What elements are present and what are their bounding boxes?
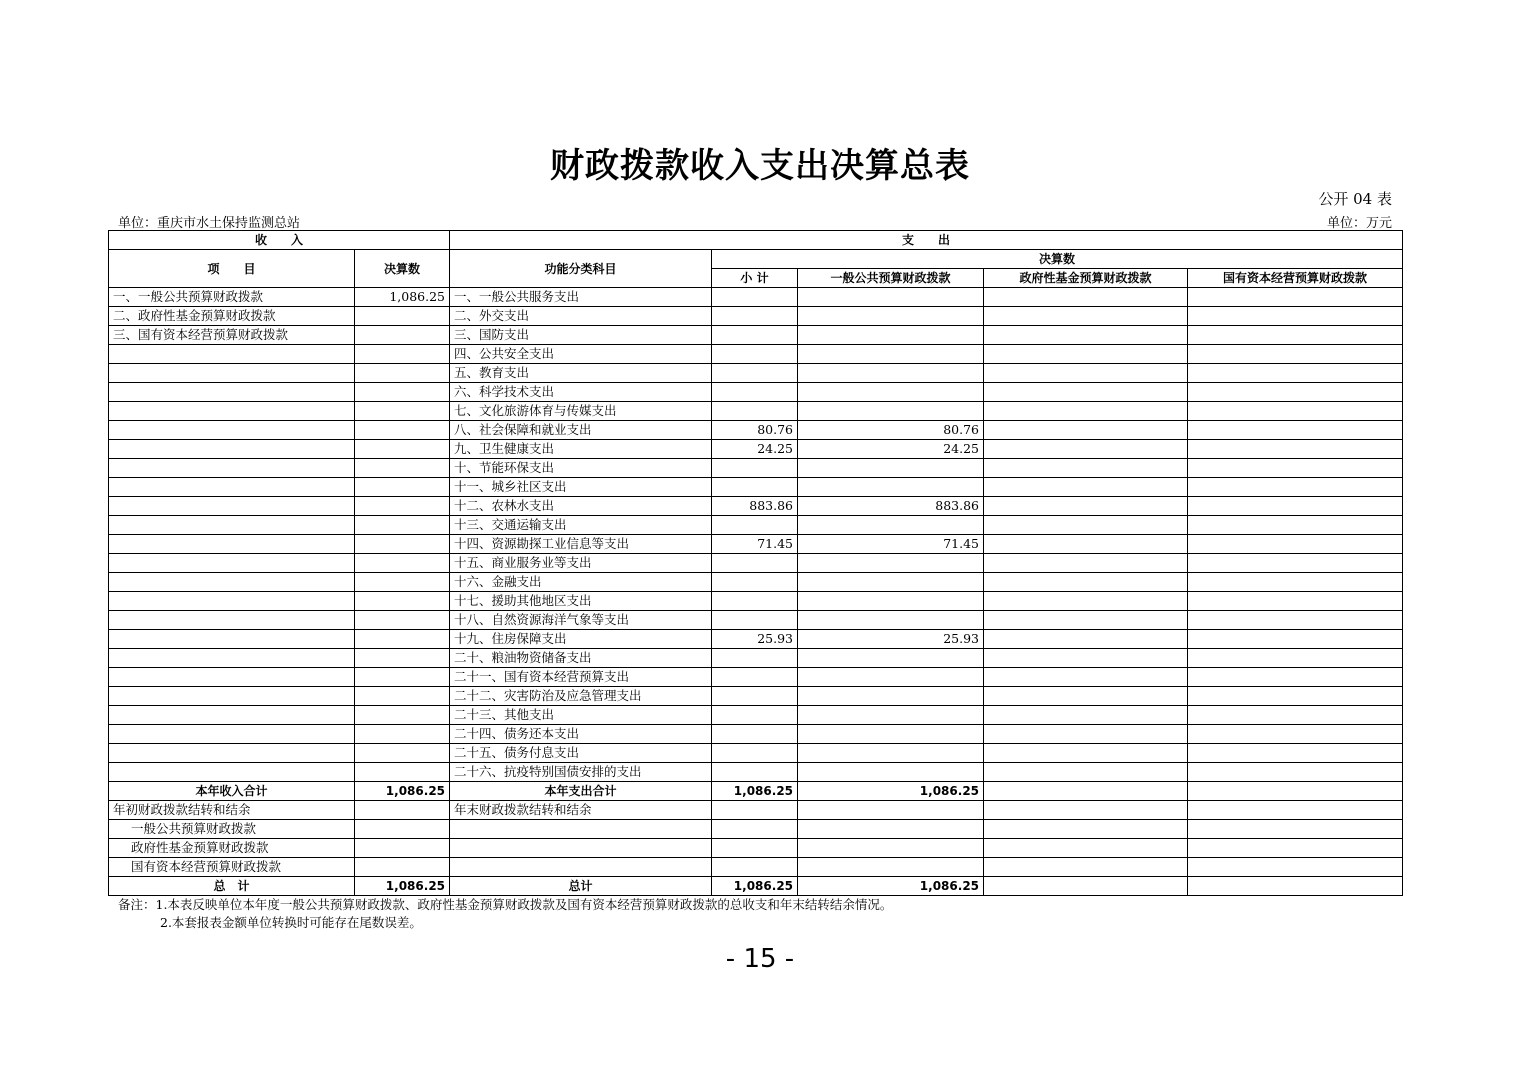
carry-sub-row xyxy=(109,839,1403,858)
expense-item: 二十五、债务付息支出 xyxy=(450,744,712,763)
expense-subtotal: 883.86 xyxy=(712,497,798,516)
expense-subtotal xyxy=(712,649,798,668)
income-item xyxy=(109,459,355,478)
expense-gov-fund xyxy=(984,611,1188,630)
income-amount xyxy=(355,326,450,345)
carry-income-amount xyxy=(355,801,450,820)
reporting-unit: 单位：重庆市水土保持监测总站 xyxy=(118,216,301,231)
expense-item: 二十二、灾害防治及应急管理支出 xyxy=(450,687,712,706)
income-item: 二、政府性基金预算财政拨款 xyxy=(109,307,355,326)
expense-state-capital xyxy=(1188,706,1403,725)
grand-expense-state-capital xyxy=(1188,877,1403,896)
header-row-1 xyxy=(109,231,1403,250)
amount-header: 决算数 xyxy=(355,250,450,288)
income-item xyxy=(109,402,355,421)
expense-gov-fund xyxy=(984,649,1188,668)
expense-item: 十三、交通运输支出 xyxy=(450,516,712,535)
table-row xyxy=(109,668,1403,687)
expense-gov-fund xyxy=(984,421,1188,440)
expense-item: 二十一、国有资本经营预算支出 xyxy=(450,668,712,687)
expense-state-capital xyxy=(1188,687,1403,706)
expense-general xyxy=(798,307,984,326)
expense-general: 80.76 xyxy=(798,421,984,440)
income-amount xyxy=(355,478,450,497)
item-header: 项 目 xyxy=(109,250,355,288)
final-amount-header: 决算数 xyxy=(712,250,1403,269)
header-row-2 xyxy=(109,250,1403,269)
expense-state-capital xyxy=(1188,288,1403,307)
income-header: 收 入 xyxy=(109,231,450,250)
income-amount xyxy=(355,307,450,326)
currency-unit: 单位：万元 xyxy=(1326,216,1392,231)
expense-general xyxy=(798,364,984,383)
expense-item: 十八、自然资源海洋气象等支出 xyxy=(450,611,712,630)
year-expense-subtotal: 1,086.25 xyxy=(712,782,798,801)
expense-state-capital xyxy=(1188,440,1403,459)
table-row xyxy=(109,402,1403,421)
expense-subtotal xyxy=(712,383,798,402)
subtotal-header: 小 计 xyxy=(712,269,798,288)
expense-state-capital xyxy=(1188,592,1403,611)
income-item xyxy=(109,383,355,402)
expense-state-capital xyxy=(1188,402,1403,421)
table-row xyxy=(109,440,1403,459)
expense-gov-fund xyxy=(984,687,1188,706)
income-item xyxy=(109,535,355,554)
year-income-total-label: 本年收入合计 xyxy=(109,782,355,801)
carry-expense-label: 年末财政拨款结转和结余 xyxy=(450,801,712,820)
income-amount xyxy=(355,345,450,364)
expense-gov-fund xyxy=(984,630,1188,649)
expense-item: 二十三、其他支出 xyxy=(450,706,712,725)
expense-gov-fund xyxy=(984,763,1188,782)
expense-subtotal xyxy=(712,668,798,687)
expense-subtotal: 71.45 xyxy=(712,535,798,554)
carry-row xyxy=(109,801,1403,820)
income-item xyxy=(109,630,355,649)
expense-general xyxy=(798,649,984,668)
income-item xyxy=(109,763,355,782)
expense-gov-fund xyxy=(984,668,1188,687)
func-class-header: 功能分类科目 xyxy=(450,250,712,288)
income-amount xyxy=(355,459,450,478)
expense-state-capital xyxy=(1188,649,1403,668)
grand-expense-gov-fund xyxy=(984,877,1188,896)
year-expense-general: 1,086.25 xyxy=(798,782,984,801)
income-item xyxy=(109,573,355,592)
expense-subtotal xyxy=(712,592,798,611)
table-row xyxy=(109,630,1403,649)
expense-subtotal xyxy=(712,611,798,630)
expense-gov-fund xyxy=(984,440,1188,459)
notes xyxy=(118,896,892,932)
expense-subtotal xyxy=(712,554,798,573)
general-budget-header: 一般公共预算财政拨款 xyxy=(798,269,984,288)
income-item xyxy=(109,611,355,630)
table-row xyxy=(109,649,1403,668)
year-total-row xyxy=(109,782,1403,801)
income-amount xyxy=(355,402,450,421)
expense-general xyxy=(798,383,984,402)
grand-expense-general: 1,086.25 xyxy=(798,877,984,896)
expense-state-capital xyxy=(1188,763,1403,782)
income-item xyxy=(109,668,355,687)
expense-state-capital xyxy=(1188,478,1403,497)
expense-subtotal xyxy=(712,364,798,383)
expense-state-capital xyxy=(1188,383,1403,402)
carry-sub-general: 一般公共预算财政拨款 xyxy=(109,820,355,839)
carry-sub-state-capital: 国有资本经营预算财政拨款 xyxy=(109,858,355,877)
income-amount xyxy=(355,516,450,535)
expense-item: 九、卫生健康支出 xyxy=(450,440,712,459)
income-amount xyxy=(355,611,450,630)
note-line-2: 2.本套报表金额单位转换时可能存在尾数误差。 xyxy=(160,915,422,930)
income-item xyxy=(109,744,355,763)
expense-gov-fund xyxy=(984,516,1188,535)
expense-subtotal xyxy=(712,687,798,706)
table-row xyxy=(109,364,1403,383)
income-item xyxy=(109,364,355,383)
grand-income-label: 总 计 xyxy=(109,877,355,896)
income-item xyxy=(109,345,355,364)
table-row xyxy=(109,478,1403,497)
expense-subtotal xyxy=(712,478,798,497)
table-row xyxy=(109,535,1403,554)
table-row xyxy=(109,554,1403,573)
expense-state-capital xyxy=(1188,668,1403,687)
income-item xyxy=(109,592,355,611)
expense-gov-fund xyxy=(984,383,1188,402)
table-row xyxy=(109,345,1403,364)
expense-state-capital xyxy=(1188,535,1403,554)
income-item xyxy=(109,516,355,535)
income-amount xyxy=(355,554,450,573)
income-item: 三、国有资本经营预算财政拨款 xyxy=(109,326,355,345)
income-item xyxy=(109,497,355,516)
expense-state-capital xyxy=(1188,516,1403,535)
expense-gov-fund xyxy=(984,573,1188,592)
expense-general xyxy=(798,516,984,535)
table-row xyxy=(109,497,1403,516)
table-row xyxy=(109,763,1403,782)
expense-item: 七、文化旅游体育与传媒支出 xyxy=(450,402,712,421)
expense-header: 支 出 xyxy=(450,231,1403,250)
expense-gov-fund xyxy=(984,459,1188,478)
year-expense-total-label: 本年支出合计 xyxy=(450,782,712,801)
expense-item: 四、公共安全支出 xyxy=(450,345,712,364)
expense-general xyxy=(798,554,984,573)
income-amount xyxy=(355,592,450,611)
state-capital-header: 国有资本经营预算财政拨款 xyxy=(1188,269,1403,288)
expense-general xyxy=(798,478,984,497)
grand-expense-label: 总计 xyxy=(450,877,712,896)
expense-item: 一、一般公共服务支出 xyxy=(450,288,712,307)
expense-state-capital xyxy=(1188,421,1403,440)
expense-state-capital xyxy=(1188,497,1403,516)
expense-state-capital xyxy=(1188,611,1403,630)
expense-item: 二十、粮油物资储备支出 xyxy=(450,649,712,668)
note-line-1: 备注：1.本表反映单位本年度一般公共预算财政拨款、政府性基金预算财政拨款及国有资本经营预算财政拨款的总收支和年末结转结余情况。 xyxy=(118,897,893,912)
carry-sub-gov-fund: 政府性基金预算财政拨款 xyxy=(109,839,355,858)
expense-state-capital xyxy=(1188,307,1403,326)
income-item xyxy=(109,687,355,706)
expense-subtotal xyxy=(712,459,798,478)
income-amount xyxy=(355,649,450,668)
expense-state-capital xyxy=(1188,345,1403,364)
income-item xyxy=(109,706,355,725)
expense-item: 十一、城乡社区支出 xyxy=(450,478,712,497)
expense-gov-fund xyxy=(984,402,1188,421)
income-amount xyxy=(355,421,450,440)
table-row xyxy=(109,307,1403,326)
expense-item: 十、节能环保支出 xyxy=(450,459,712,478)
expense-subtotal xyxy=(712,725,798,744)
expense-gov-fund xyxy=(984,497,1188,516)
expense-general xyxy=(798,592,984,611)
income-item xyxy=(109,649,355,668)
income-item xyxy=(109,440,355,459)
grand-income-amount: 1,086.25 xyxy=(355,877,450,896)
expense-item: 十四、资源勘探工业信息等支出 xyxy=(450,535,712,554)
expense-general xyxy=(798,725,984,744)
expense-state-capital xyxy=(1188,744,1403,763)
year-expense-gov-fund xyxy=(984,782,1188,801)
income-amount xyxy=(355,725,450,744)
income-amount: 1,086.25 xyxy=(355,288,450,307)
expense-subtotal: 25.93 xyxy=(712,630,798,649)
expense-gov-fund xyxy=(984,364,1188,383)
income-amount xyxy=(355,497,450,516)
expense-general xyxy=(798,611,984,630)
expense-gov-fund xyxy=(984,478,1188,497)
expense-general: 883.86 xyxy=(798,497,984,516)
income-amount xyxy=(355,706,450,725)
expense-gov-fund xyxy=(984,288,1188,307)
income-amount xyxy=(355,630,450,649)
carry-sub-row xyxy=(109,858,1403,877)
expense-subtotal xyxy=(712,573,798,592)
expense-item: 十七、援助其他地区支出 xyxy=(450,592,712,611)
income-item xyxy=(109,478,355,497)
expense-general xyxy=(798,288,984,307)
expense-state-capital xyxy=(1188,554,1403,573)
expense-subtotal xyxy=(712,744,798,763)
table-row xyxy=(109,459,1403,478)
expense-general xyxy=(798,573,984,592)
income-amount xyxy=(355,763,450,782)
page-title: 财政拨款收入支出决算总表 xyxy=(550,146,970,186)
expense-state-capital xyxy=(1188,630,1403,649)
expense-item: 六、科学技术支出 xyxy=(450,383,712,402)
table-row xyxy=(109,288,1403,307)
expense-item: 二、外交支出 xyxy=(450,307,712,326)
grand-expense-subtotal: 1,086.25 xyxy=(712,877,798,896)
table-row xyxy=(109,421,1403,440)
expense-subtotal xyxy=(712,288,798,307)
financial-table xyxy=(108,230,1403,896)
table-row xyxy=(109,706,1403,725)
expense-subtotal: 24.25 xyxy=(712,440,798,459)
expense-gov-fund xyxy=(984,345,1188,364)
expense-general xyxy=(798,402,984,421)
expense-gov-fund xyxy=(984,706,1188,725)
carry-income-label: 年初财政拨款结转和结余 xyxy=(109,801,355,820)
expense-state-capital xyxy=(1188,573,1403,592)
table-row xyxy=(109,611,1403,630)
year-income-total-amount: 1,086.25 xyxy=(355,782,450,801)
expense-general: 25.93 xyxy=(798,630,984,649)
income-amount xyxy=(355,573,450,592)
income-item xyxy=(109,725,355,744)
table-row xyxy=(109,383,1403,402)
expense-general xyxy=(798,326,984,345)
expense-item: 十二、农林水支出 xyxy=(450,497,712,516)
expense-general xyxy=(798,744,984,763)
expense-item: 十六、金融支出 xyxy=(450,573,712,592)
form-number: 公开 04 表 xyxy=(1318,190,1392,208)
expense-item: 三、国防支出 xyxy=(450,326,712,345)
expense-general xyxy=(798,763,984,782)
table-row xyxy=(109,573,1403,592)
page-number: - 15 - xyxy=(725,944,795,974)
expense-subtotal xyxy=(712,326,798,345)
table-row xyxy=(109,326,1403,345)
expense-subtotal xyxy=(712,345,798,364)
expense-general xyxy=(798,706,984,725)
expense-item: 二十六、抗疫特别国债安排的支出 xyxy=(450,763,712,782)
expense-item: 八、社会保障和就业支出 xyxy=(450,421,712,440)
expense-gov-fund xyxy=(984,307,1188,326)
expense-general xyxy=(798,687,984,706)
income-amount xyxy=(355,687,450,706)
expense-subtotal: 80.76 xyxy=(712,421,798,440)
table-row xyxy=(109,725,1403,744)
table-row xyxy=(109,516,1403,535)
expense-item: 十五、商业服务业等支出 xyxy=(450,554,712,573)
expense-gov-fund xyxy=(984,592,1188,611)
income-amount xyxy=(355,744,450,763)
expense-subtotal xyxy=(712,516,798,535)
income-amount xyxy=(355,440,450,459)
gov-fund-header: 政府性基金预算财政拨款 xyxy=(984,269,1188,288)
table-row xyxy=(109,592,1403,611)
table-row xyxy=(109,687,1403,706)
carry-sub-row xyxy=(109,820,1403,839)
expense-general xyxy=(798,668,984,687)
expense-state-capital xyxy=(1188,725,1403,744)
expense-subtotal xyxy=(712,307,798,326)
expense-gov-fund xyxy=(984,326,1188,345)
expense-item: 二十四、债务还本支出 xyxy=(450,725,712,744)
income-amount xyxy=(355,364,450,383)
expense-general: 24.25 xyxy=(798,440,984,459)
income-item xyxy=(109,554,355,573)
expense-subtotal xyxy=(712,402,798,421)
expense-gov-fund xyxy=(984,535,1188,554)
expense-item: 十九、住房保障支出 xyxy=(450,630,712,649)
expense-gov-fund xyxy=(984,554,1188,573)
table-row xyxy=(109,744,1403,763)
expense-state-capital xyxy=(1188,364,1403,383)
expense-item: 五、教育支出 xyxy=(450,364,712,383)
income-amount xyxy=(355,668,450,687)
expense-gov-fund xyxy=(984,744,1188,763)
expense-subtotal xyxy=(712,763,798,782)
expense-state-capital xyxy=(1188,326,1403,345)
grand-total-row xyxy=(109,877,1403,896)
income-item: 一、一般公共预算财政拨款 xyxy=(109,288,355,307)
expense-state-capital xyxy=(1188,459,1403,478)
income-amount xyxy=(355,383,450,402)
expense-gov-fund xyxy=(984,725,1188,744)
income-amount xyxy=(355,535,450,554)
expense-general xyxy=(798,345,984,364)
expense-subtotal xyxy=(712,706,798,725)
expense-general: 71.45 xyxy=(798,535,984,554)
income-item xyxy=(109,421,355,440)
year-expense-state-capital xyxy=(1188,782,1403,801)
expense-general xyxy=(798,459,984,478)
